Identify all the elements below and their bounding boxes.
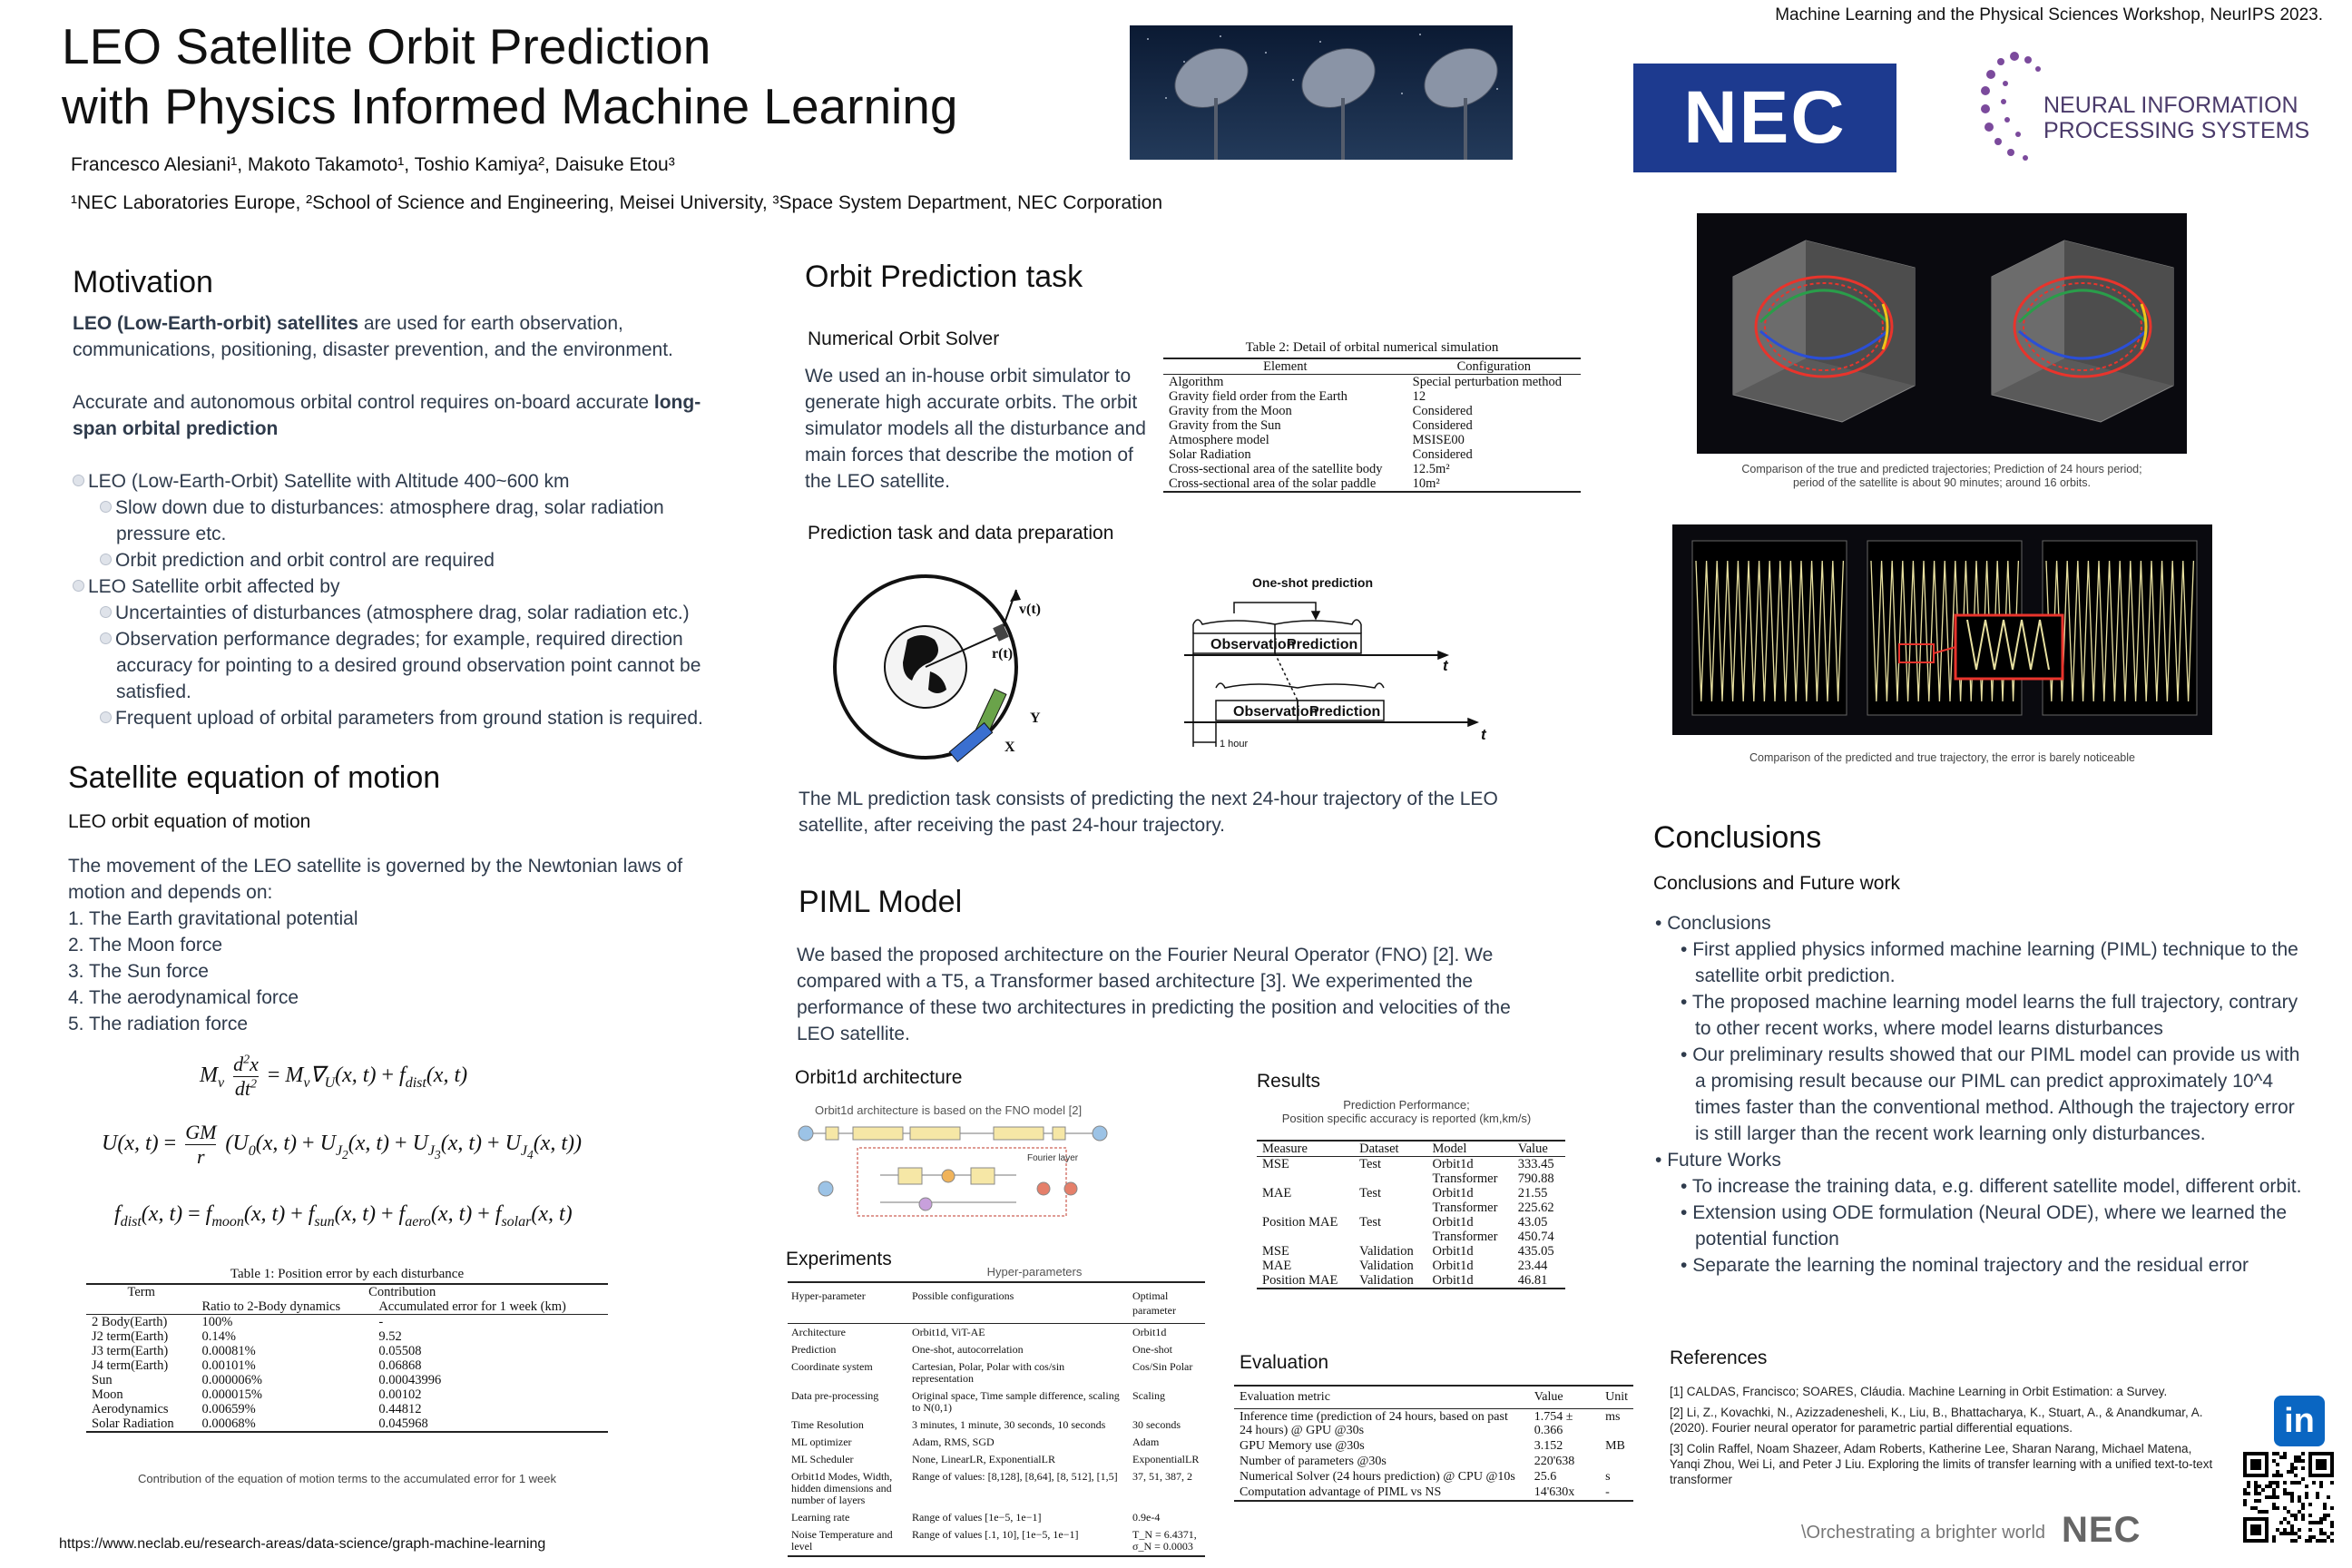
orbit-subheading-solver: Numerical Orbit Solver [808,328,1000,349]
piml-heading: PIML Model [799,885,963,919]
table-cell: 2 Body(Earth) [92,1315,168,1329]
table-cell: Special perturbation method [1412,375,1562,389]
table-cell: Scaling [1132,1389,1165,1402]
experiments-heading: Experiments [786,1249,892,1269]
table-cell: 0.00043996 [378,1373,442,1387]
table-cell: 21.55 [1517,1186,1548,1200]
table-cell: Transformer [1432,1200,1498,1215]
table-cell: 23.44 [1517,1259,1548,1273]
table-cell: Test [1359,1186,1382,1200]
table-cell: Adam [1132,1436,1160,1448]
bullet-icon: • [1655,913,1668,934]
table-cell: Coordinate system [791,1360,873,1373]
equation-subheading: LEO orbit equation of motion [68,811,311,832]
table-cell: 3 minutes, 1 minute, 30 seconds, 10 seconds [912,1418,1106,1431]
motivation-p1: LEO (Low-Earth-orbit) satellites are used for earth observation, communications, positioning, disaster prevention, and the environment. [73,313,673,360]
table-cell: Validation [1354,1273,1426,1289]
orbit-heading: Orbit Prediction task [805,260,1083,294]
table-row [1257,1171,1565,1186]
table-row [1163,447,1581,462]
table-cell: 12.5m² [1412,462,1450,476]
table-cell: 30 seconds [1132,1418,1181,1431]
table-row [1257,1215,1565,1230]
table-cell: Validation [1359,1244,1414,1259]
table-cell: MAE [1262,1259,1292,1273]
table-row [1257,1186,1565,1200]
table2 [1163,358,1581,493]
table-row [86,1402,608,1416]
bullet-icon: • [1681,939,1693,960]
bullet-icon [100,606,112,618]
table-cell: Gravity from the Sun [1169,418,1281,433]
bullet-icon: • [1681,992,1692,1013]
nec-footer-logo: NEC [2062,1510,2141,1550]
table-cell: 25.6 [1534,1470,1557,1484]
table-cell: 12 [1412,389,1426,404]
table-cell: Test [1359,1157,1382,1171]
table-cell [1257,1171,1354,1186]
disturbance-table: Term Contribution Ratio to 2-Body dynamics Accumulated error for 1 week (km) 2 Body(Earth) 100% - J2 term(Earth) 0.14% 9.52 J3 term(Earth) 0.00081% 0.05508 J4 term(Earth) 0.00101% 0.06868 Sun 0.000006% 0.00043996 Moon 0.000015% 0.00102 Aerodynamics 0.00659% 0.44812 Solar Radiation 0.00068% 0.045968 [86,1283,608,1433]
table-cell: Transformer [1432,1230,1498,1244]
table-cell: Solar Radiation [86,1416,196,1432]
table-cell: 0.00659% [201,1402,256,1416]
motivation-bullet: LEO Satellite orbit affected by [89,573,726,600]
table-row [86,1315,608,1330]
table-cell [1354,1200,1426,1215]
table-cell: Learning rate [791,1511,850,1524]
table-row [1257,1244,1565,1259]
table-row [86,1373,608,1387]
table-row [788,1387,1205,1416]
bullet-icon [100,501,112,513]
table-cell: 0.00081% [201,1344,256,1358]
prediction-task-text: The ML prediction task consists of predicting the next 24-hour trajectory of the LEO satellite, after receiving the past 24-hour trajectory. [799,789,1498,836]
table-cell [1257,1230,1354,1244]
table-cell: J3 term(Earth) [92,1344,169,1358]
table-cell: Range of values [1e−5, 1e−1] [912,1511,1042,1524]
table-row [86,1358,608,1373]
results-caption: Prediction Performance; Position specific accuracy is reported (km,km/s) [1281,1098,1532,1125]
conclusion-item: • Our preliminary results showed that our PIML model can provide us with a promising result because our PIML can predict approximately 10^4 times faster than the conventional method. Although the trajectory error is still larger than the recent work learning only disturbances. [1681,1044,2300,1144]
table-cell: ExponentialLR [1132,1453,1200,1465]
force-list [68,906,721,1037]
table-cell: Sun [92,1373,113,1387]
table-cell: 0.045968 [373,1416,608,1432]
force-item: 3. The Sun force [68,961,209,982]
bullet-icon [73,475,84,486]
piml-text: We based the proposed architecture on the Fourier Neural Operator (FNO) [2]. We compared with a T5, a Transformer based architecture [3]. We experimented the performance of these two architectures in predicting the position and velocities of the LEO satellite. [797,945,1511,1044]
experiments-table [788,1281,1205,1557]
table-cell: 435.05 [1517,1244,1554,1259]
table-row [788,1358,1205,1387]
table-cell: Gravity from the Moon [1169,404,1292,418]
table-cell: Orbit1d [1426,1273,1512,1289]
table-row [1163,404,1581,418]
table-cell: GPU Memory use @30s [1240,1439,1365,1453]
reference-item: [3] Colin Raffel, Noam Shazeer, Adam Roberts, Katherine Lee, Sharan Narang, Michael Matena, Yanqi Zhou, Wei Li, and Peter J Liu. Exploring the limits of transfer learning with a unified text-to-text transformer [1670,1442,2213,1486]
equation-heading: Satellite equation of motion [68,760,441,795]
table-row [1257,1273,1565,1289]
conclusion-item: • Future Works [1655,1150,1781,1171]
table-cell: 0.06868 [378,1358,422,1373]
authors: Francesco Alesiani¹, Makoto Takamoto¹, Toshio Kamiya², Daisuke Etou³ [71,154,675,175]
motivation-bullet: Observation performance degrades; for example, required direction accuracy for pointing to a desired ground observation point cannot be satisfied. [89,626,726,705]
table-cell: Test [1359,1215,1382,1230]
table-cell: ms [1605,1410,1621,1424]
table-cell: Prediction [791,1343,837,1356]
table-row [788,1341,1205,1358]
bullet-icon [100,711,112,723]
table-cell: T_N = 6.4371, σ_N = 0.0003 [1129,1526,1205,1556]
table-row [1163,476,1581,492]
table-cell: - [1600,1485,1633,1501]
table-cell [1354,1171,1426,1186]
table-row [788,1416,1205,1434]
reference-item: [1] CALDAS, Francisco; SOARES, Cláudia. Machine Learning in Orbit Estimation: a Survey. [1670,1385,2168,1398]
motivation-bullet: Slow down due to disturbances: atmosphere drag, solar radiation pressure etc. [89,495,726,547]
conclusions-subheading: Conclusions and Future work [1653,873,1900,894]
results-heading: Results [1257,1071,1321,1092]
equation-intro: The movement of the LEO satellite is governed by the Newtonian laws of motion and depends on: 1. The Earth gravitational potential 2. The Moon force 3. The Sun force 4. The aerodynamical force 5. The radiation force [68,853,721,1037]
table-cell: 0.14% [201,1329,236,1344]
table-cell: Time Resolution [791,1418,864,1431]
force-item: 4. The aerodynamical force [68,987,299,1008]
table-cell: 0.44812 [378,1402,422,1416]
bullet-icon [100,554,112,565]
table-cell: Orbit1d [1432,1186,1474,1200]
table-cell: One-shot, autocorrelation [912,1343,1024,1356]
motivation-bullets [73,468,726,731]
table-cell: Adam, RMS, SGD [912,1436,995,1448]
table-cell: Atmosphere model [1169,433,1269,447]
arch-heading: Orbit1d architecture [795,1067,963,1088]
table-row [1163,418,1581,433]
table-cell: 790.88 [1517,1171,1554,1186]
table-cell [1257,1200,1354,1215]
table-cell: 0.05508 [378,1344,422,1358]
table-cell: 3.152 [1534,1439,1563,1453]
table-cell: Algorithm [1169,375,1224,389]
table-row [788,1434,1205,1451]
table-row [1163,433,1581,447]
table-row [1234,1438,1633,1454]
table-cell: 14'630x [1529,1485,1600,1501]
table-cell: MSISE00 [1412,433,1465,447]
evaluation-metrics-table: Evaluation metric Value Unit Inference time (prediction of 24 hours, based on past 24 hours) @ GPU @30s 1.754 ± 0.366 ms GPU Memory use @30s 3.152 MB Number of parameters @30s 220'638 Numerical Solver (24 hours prediction) @ CPU @10s 25.6 s Computation advantage of PIML vs NS 14'630x - [1234,1385,1633,1502]
table-row [86,1387,608,1402]
table-row [1234,1409,1633,1439]
table-cell [1600,1454,1633,1469]
table-row [1257,1259,1565,1273]
table-cell: Position MAE [1257,1273,1354,1289]
conclusions-heading: Conclusions [1653,820,1822,855]
bullet-icon: • [1681,1044,1693,1065]
table-row [788,1468,1205,1509]
table-cell: Transformer [1432,1171,1498,1186]
table-cell: Considered [1412,447,1473,462]
table-cell: Validation [1359,1259,1414,1273]
table-cell: 10m² [1407,476,1581,492]
references-list [1670,1384,2223,1493]
simulation-table: Element Configuration Algorithm Special perturbation method Gravity field order from the Earth 12 Gravity from the Moon Considered Gravity from the Sun Considered Atmosphere model MSISE00 Solar Radiation Considered Cross-sectional area of the satellite body 12.5m² Cross-sectional area of the solar paddle 10m² [1163,358,1581,493]
table-cell: Orbit1d [1132,1326,1167,1338]
table-cell: 0.00068% [196,1416,373,1432]
table-cell: Gravity field order from the Earth [1169,389,1348,404]
table-cell: 220'638 [1534,1455,1575,1468]
table-cell: J4 term(Earth) [92,1358,169,1373]
affiliations: ¹NEC Laboratories Europe, ²School of Science and Engineering, Meisei University, ³Space System Department, NEC Corporation [71,192,1162,213]
neurips-logo: NEURAL INFORMATION PROCESSING SYSTEMS [1978,47,2323,165]
table-cell: None, LinearLR, ExponentialLR [912,1453,1055,1465]
linkedin-icon[interactable]: in [2274,1396,2325,1446]
results-table [1257,1140,1565,1289]
reference-item: [2] Li, Z., Kovachki, N., Azizzadenesheli, K., Liu, B., Bhattacharya, K., Stuart, A., & Anandkumar, A. (2020). Fourier neural operator for parametric partial differential equations. [1670,1406,2203,1435]
table-cell: J2 term(Earth) [92,1329,169,1344]
force-item: 2. The Moon force [68,935,223,956]
table-cell: Range of values: [8,128], [8,64], [8, 512], [1,5] [912,1470,1118,1483]
table-cell: 9.52 [378,1329,402,1344]
force-item: 1. The Earth gravitational potential [68,908,358,929]
table-cell: 0.000006% [201,1373,262,1387]
nec-logo: NEC [1633,64,1896,172]
conclusion-item: • Conclusions [1655,913,1771,934]
table-row [86,1416,608,1432]
motivation-bullet: LEO (Low-Earth-Orbit) Satellite with Altitude 400~600 km [89,468,726,495]
table-cell: 0.00101% [201,1358,256,1373]
table-cell: Number of parameters @30s [1240,1455,1387,1468]
orbit-diagram: v(t) r(t) Y X [830,567,1048,776]
motivation-text [73,310,726,731]
conclusion-item: • The proposed machine learning model learns the full trajectory, contrary to other recent works, where model learns disturbances [1681,992,2298,1039]
radio-telescope-image [1130,25,1513,160]
table-row [788,1324,1205,1342]
bullet-icon: • [1681,1176,1692,1197]
table-cell: ML optimizer [791,1436,852,1448]
conclusions-list [1651,910,2305,1279]
table-cell: 46.81 [1513,1273,1565,1289]
table-cell: Noise Temperature and level [788,1526,908,1556]
table-cell: Considered [1412,418,1473,433]
table-cell: 100% [201,1315,233,1329]
table-row [788,1526,1205,1556]
table1-caption: Contribution of the equation of motion terms to the accumulated error for 1 week [137,1472,557,1485]
table-cell: 333.45 [1517,1157,1554,1171]
table-cell: Cartesian, Polar, Polar with cos/sin representation [912,1360,1065,1385]
evaluation-table [1234,1385,1633,1502]
motivation-heading: Motivation [73,265,213,299]
trajectory-caption: Comparison of the predicted and true trajectory, the error is barely noticeable [1749,751,2135,764]
qr-code[interactable] [2243,1452,2334,1543]
orbit-solver-text: We used an in-house orbit simulator to generate high accurate orbits. The orbit simulator models all the disturbance and main forces that describe the motion of the LEO satellite. [805,366,1146,492]
table-cell: Cross-sectional area of the solar paddle [1163,476,1407,492]
table-cell: Aerodynamics [92,1402,169,1416]
table1-title: Table 1: Position error by each disturbance [230,1267,465,1281]
table-row [1257,1157,1565,1172]
table-cell: MB [1605,1439,1625,1453]
arch-caption: Orbit1d architecture is based on the FNO model [2] [815,1103,1083,1117]
table-row [1234,1454,1633,1469]
experiments-caption: Hyper-parameters [986,1265,1083,1279]
references-heading: References [1670,1348,1768,1368]
table-row [788,1509,1205,1526]
table-cell: 0.000015% [201,1387,262,1402]
table-cell: Considered [1412,404,1473,418]
table-row [1257,1230,1565,1244]
table-cell: 450.74 [1517,1230,1554,1244]
conclusion-item: • Extension using ODE formulation (Neural ODE), where we learned the potential function [1681,1202,2287,1250]
motivation-bullet: Uncertainties of disturbances (atmosphere drag, solar radiation etc.) [89,600,726,626]
bullet-icon: • [1655,1150,1668,1171]
table-cell: MSE [1262,1244,1289,1259]
table-cell: ML Scheduler [791,1453,854,1465]
table-cell: 0.9e-4 [1132,1511,1161,1524]
conclusion-item: • To increase the training data, e.g. different satellite model, different orbit. [1681,1176,2302,1197]
table-cell: - [378,1315,384,1329]
table2-title: Table 2: Detail of orbital numerical simulation [1245,340,1499,355]
table-cell: Orbit1d [1432,1244,1474,1259]
table-row [86,1344,608,1358]
table-row [1257,1200,1565,1215]
orbit-subheading-task: Prediction task and data preparation [808,523,1114,544]
table-row [788,1451,1205,1468]
table-cell: 43.05 [1517,1215,1548,1230]
table-cell: Solar Radiation [1169,447,1251,462]
table-row [1163,462,1581,476]
orbit-3d-caption: Comparison of the true and predicted trajectories; Prediction of 24 hours period; period of the satellite is about 90 minutes; around 16 orbits. [1741,463,2142,489]
table-cell: s [1605,1470,1611,1484]
table-cell: Architecture [791,1326,846,1338]
table-cell: Orbit1d [1432,1215,1474,1230]
orchestrating-tagline: \Orchestrating a brighter world [1801,1523,2046,1543]
force-item: 5. The radiation force [68,1014,249,1034]
equation-motion: $M_v$ $\frac{d^2x}{dt^2}$ = $M_v\nabla_U(x$, $t) + f_{dist}(x$, t) [200,1053,468,1100]
table-cell: MSE [1262,1157,1289,1171]
table-cell: Orbit1d [1432,1157,1474,1171]
table-cell: MAE [1262,1186,1292,1200]
evaluation-heading: Evaluation [1240,1352,1329,1373]
table-row [1163,389,1581,404]
bullet-icon [100,632,112,644]
table-cell: Numerical Solver (24 hours prediction) @ CPU @10s [1240,1470,1515,1484]
table-cell: 0.00102 [378,1387,422,1402]
table-row [1234,1485,1633,1501]
table-row [86,1329,608,1344]
table-cell: Data pre-processing [791,1389,879,1402]
equation-disturbance: $f_{dist}(x$, $t) = f_{moon}(x$, $t) + f_{sun}(x$, $t) + f_{aero}(x$, $t) + f_{solar}(x$, t) [114,1202,573,1230]
trajectory-timeseries-plots [1672,524,2212,735]
conclusion-item: • First applied physics informed machine learning (PIML) technique to the satellite orbit prediction. [1681,939,2298,986]
table1 [86,1283,608,1433]
table-cell: Inference time (prediction of 24 hours, based on past 24 hours) @ GPU @30s [1240,1410,1508,1437]
table-cell: Position MAE [1262,1215,1338,1230]
motivation-bullet: Frequent upload of orbital parameters from ground station is required. [89,705,726,731]
bullet-icon: • [1681,1255,1693,1276]
table-cell: One-shot [1132,1343,1172,1356]
table-cell: Orbit1d [1432,1259,1474,1273]
orbit-3d-plots [1697,213,2187,454]
one-shot-diagram: One-shot prediction Observation Prediction t Observation Prediction t 1 hour [1180,570,1497,760]
motivation-bullet: Orbit prediction and orbit control are required [89,547,726,573]
workshop-label: Machine Learning and the Physical Sciences Workshop, NeurIPS 2023. [1775,5,2323,24]
motivation-p2: Accurate and autonomous orbital control requires on-board accurate long-span orbital prediction [73,392,701,439]
table-row [1163,375,1581,390]
table-cell [1354,1230,1426,1244]
bullet-icon: • [1681,1202,1693,1223]
footer-url[interactable]: https://www.neclab.eu/research-areas/data-science/graph-machine-learning [59,1536,546,1552]
table-cell: Orbit1d, ViT-AE [912,1326,985,1338]
table-cell: Range of values [.1, 10], [1e−5, 1e−1] [908,1526,1129,1556]
performance-table: Measure Dataset Model Value MSE Test Orbit1d 333.45 Transformer 790.88 MAE Test Orbit1d 21.55 Transformer 225.62 Position MAE Test Orbit1d 43.05 Transformer 450.74 MSE Validation Orbit1d 435.05 MAE Validation Orbit1d 23.44 Position MAE Validation Orbit1d 46.81 [1257,1140,1565,1289]
poster-title: LEO Satellite Orbit Prediction with Physics Informed Machine Learning [62,18,958,134]
table-cell: Original space, Time sample difference, scaling to N(0,1) [912,1389,1120,1414]
table-cell: Orbit1d Modes, Width, hidden dimensions and number of layers [791,1470,893,1506]
conclusion-item: • Separate the learning the nominal trajectory and the residual error [1681,1255,2249,1276]
fno-architecture-diagram: Fourier layer [789,1121,1116,1225]
hyperparameter-table: Hyper-parameter Possible configurations Optimal parameter Architecture Orbit1d, ViT-AE Orbit1d Prediction One-shot, autocorrelation One-shot Coordinate system Cartesian, Polar, Polar with cos/sin representation Cos/Sin Polar Data pre-processing Original space, Time sample difference, scaling to N(0,1) Scaling Time Resolution 3 minutes, 1 minute, 30 seconds, 10 seconds 30 seconds ML optimizer Adam, RMS, SGD Adam ML Scheduler None, LinearLR, ExponentialLR ExponentialLR Orbit1d Modes, Width, hidden dimensions and number of layers Range of values: [8,128], [8,64], [8, 512], [1,5] 37, 51, 387, 2 Learning rate Range of values [1e−5, 1e−1] 0.9e-4 Noise Temperature and level Range of values [.1, 10], [1e−5, 1e−1] T_N = 6.4371, σ_N = 0.0003 [788,1281,1205,1557]
table-cell: 225.62 [1517,1200,1554,1215]
table-cell: 37, 51, 387, 2 [1132,1470,1192,1483]
equation-potential: U(x, t) = $\frac{GM}{r}$ ($U_0(x$, $t) + U_{J_2}(x$, $t) + U_{J_3}(x$, $t) + U_{J_4}(x$, t)) [102,1121,582,1168]
bullet-icon [73,580,84,592]
table-cell: Cos/Sin Polar [1132,1360,1193,1373]
table-cell: 1.754 ± 0.366 [1534,1410,1573,1437]
table-cell: Cross-sectional area of the satellite body [1169,462,1383,476]
table-cell: Computation advantage of PIML vs NS [1234,1485,1529,1501]
table-row [1234,1469,1633,1485]
table-cell: Moon [92,1387,123,1402]
